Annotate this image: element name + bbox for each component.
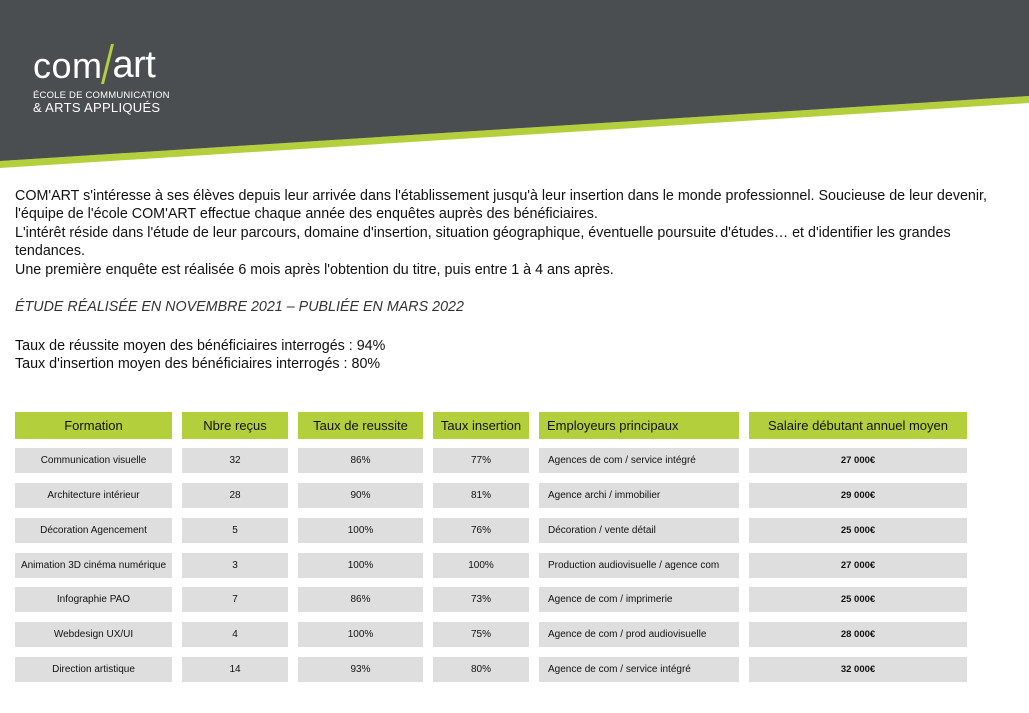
table-cell-insertion: 81% — [433, 483, 529, 508]
table-cell-employeurs: Décoration / vente détail — [539, 518, 739, 543]
table-cell-reussite: 90% — [298, 483, 423, 508]
table-cell-recus: 28 — [182, 483, 288, 508]
intro-paragraph-1: COM'ART s'intéresse à ses élèves depuis leur arrivée dans l'établissement jusqu'à leur insertion dans le monde professionnel. Soucieuse de leur devenir, l'équipe de l'école COM'ART effectue chaque année des enquêtes auprès des bénéficiaires. — [15, 188, 987, 223]
header-salaire: Salaire débutant annuel moyen — [749, 412, 967, 439]
table-cell-reussite: 86% — [298, 448, 423, 473]
header-taux-reussite: Taux de reussite — [298, 412, 423, 439]
table-cell-formation: Communication visuelle — [15, 448, 172, 473]
table-cell-salaire: 27 000€ — [749, 553, 967, 578]
table-cell-formation: Architecture intérieur — [15, 483, 172, 508]
intro-text — [15, 187, 1015, 279]
table-cell-reussite: 100% — [298, 622, 423, 647]
comart-logo — [33, 40, 193, 115]
table-cell-insertion: 77% — [433, 448, 529, 473]
table-cell-reussite: 100% — [298, 553, 423, 578]
table-cell-formation: Infographie PAO — [15, 587, 172, 612]
table-cell-formation: Direction artistique — [15, 657, 172, 682]
table-cell-formation: Décoration Agencement — [15, 518, 172, 543]
table-cell-recus: 7 — [182, 587, 288, 612]
summary-stats — [15, 337, 385, 373]
header-nbre-recus: Nbre reçus — [182, 412, 288, 439]
logo-tagline-line1: ÉCOLE DE COMMUNICATION — [33, 90, 170, 101]
logo-word-com: com — [33, 45, 103, 86]
header-formation: Formation — [15, 412, 172, 439]
table-cell-recus: 4 — [182, 622, 288, 647]
insertion-rate-stat: Taux d'insertion moyen des bénéficiaires interrogés : 80% — [15, 356, 381, 372]
table-cell-salaire: 29 000€ — [749, 483, 967, 508]
header-employeurs: Employeurs principaux — [539, 412, 739, 439]
table-cell-employeurs: Agence de com / prod audiovisuelle — [539, 622, 739, 647]
table-cell-employeurs: Agence de com / imprimerie — [539, 587, 739, 612]
table-cell-recus: 5 — [182, 518, 288, 543]
success-rate-stat: Taux de réussite moyen des bénéficiaires interrogés : 94% — [15, 338, 386, 354]
table-cell-reussite: 93% — [298, 657, 423, 682]
intro-paragraph-3: Une première enquête est réalisée 6 mois après l'obtention du titre, puis entre 1 à 4 ans après. — [15, 261, 614, 278]
table-cell-insertion: 75% — [433, 622, 529, 647]
table-cell-employeurs: Agences de com / service intégré — [539, 448, 739, 473]
table-cell-insertion: 73% — [433, 587, 529, 612]
table-cell-recus: 3 — [182, 553, 288, 578]
table-cell-salaire: 25 000€ — [749, 518, 967, 543]
table-cell-employeurs: Agence de com / service intégré — [539, 657, 739, 682]
table-cell-employeurs: Production audiovisuelle / agence com — [539, 553, 739, 578]
table-cell-insertion: 76% — [433, 518, 529, 543]
table-cell-recus: 32 — [182, 448, 288, 473]
table-cell-salaire: 28 000€ — [749, 622, 967, 647]
table-cell-reussite: 86% — [298, 587, 423, 612]
logo-tagline-line2: & ARTS APPLIQUÉS — [33, 100, 161, 115]
logo-wordmark — [33, 40, 193, 84]
table-cell-insertion: 80% — [433, 657, 529, 682]
table-cell-recus: 14 — [182, 657, 288, 682]
table-cell-insertion: 100% — [433, 553, 529, 578]
table-cell-formation: Webdesign UX/UI — [15, 622, 172, 647]
table-cell-salaire: 27 000€ — [749, 448, 967, 473]
logo-tagline — [33, 90, 193, 115]
header-taux-insertion: Taux insertion — [433, 412, 529, 439]
table-cell-formation: Animation 3D cinéma numérique — [15, 553, 172, 578]
table-cell-employeurs: Agence archi / immobilier — [539, 483, 739, 508]
study-date: ÉTUDE RÉALISÉE EN NOVEMBRE 2021 – PUBLIÉE EN MARS 2022 — [15, 299, 464, 315]
table-cell-salaire: 32 000€ — [749, 657, 967, 682]
table-cell-reussite: 100% — [298, 518, 423, 543]
table-cell-salaire: 25 000€ — [749, 587, 967, 612]
intro-paragraph-2: L'intérêt réside dans l'étude de leur parcours, domaine d'insertion, situation géographique, éventuelle poursuite d'études… et d'identifier les grandes tendances. — [15, 224, 951, 260]
logo-word-art: art — [112, 44, 156, 86]
